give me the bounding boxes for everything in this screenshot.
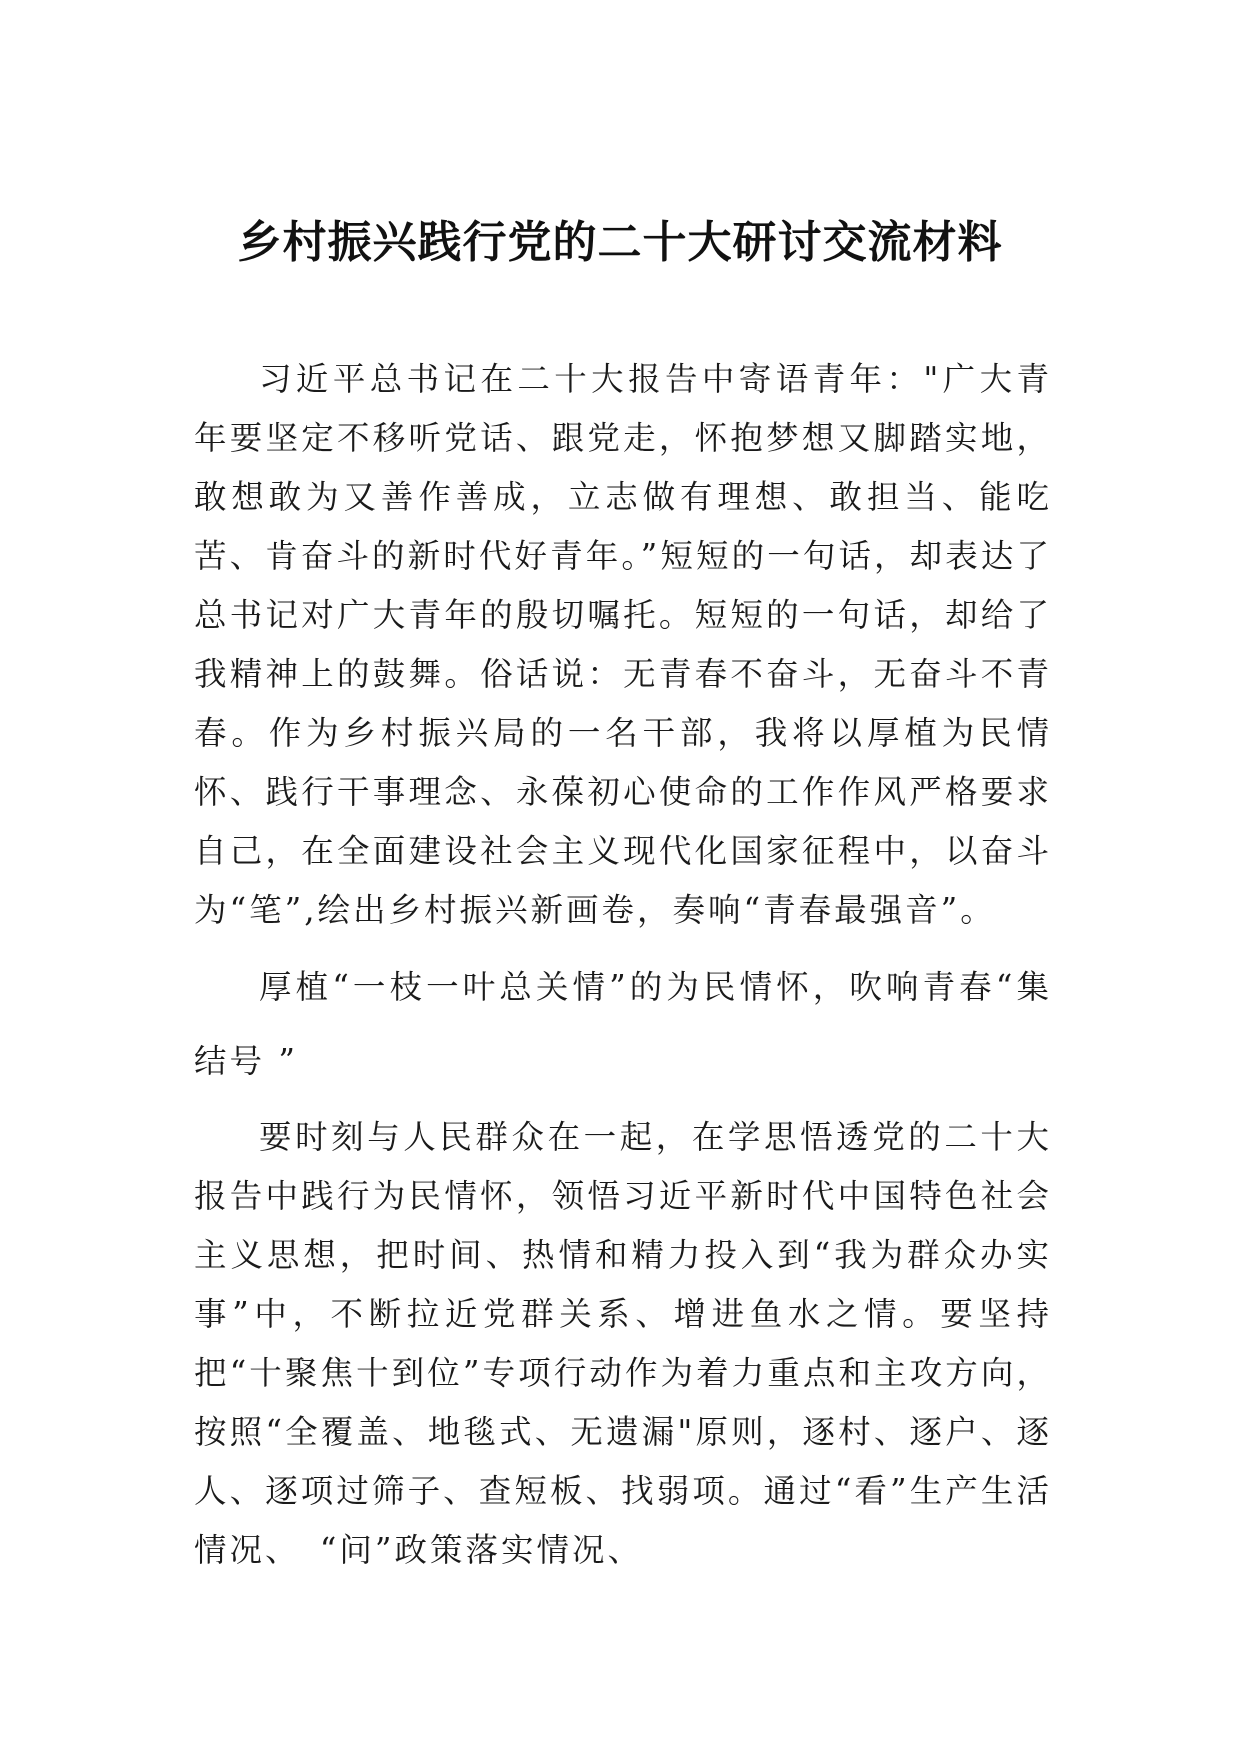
document-title: 乡村振兴践行党的二十大研讨交流材料 (237, 217, 1003, 268)
paragraph-section-body: 要时刻与人民群众在一起，在学思悟透党的二十大报告中践行为民情怀，领悟习近平新时代中国特色社会主义思想，把时间、热情和精力投入到“我为群众办实事”中，不断拉近党群关系、增进鱼水之情。要坚持把“十聚焦十到位”专项行动作为着力重点和主攻方向，按照“全覆盖、地毯式、无遗漏"原则，逐村、逐户、逐人、逐项过筛子、查短板、找弱项。通过“看”生产生活情况、 “问”政策落实情况、 (194, 1118, 1052, 1569)
document-body (194, 350, 1052, 1580)
paragraph-intro: 习近平总书记在二十大报告中寄语青年："广大青年要坚定不移听党话、跟党走，怀抱梦想又脚踏实地，敢想敢为又善作善成，立志做有理想、敢担当、能吃苦、肯奋斗的新时代好青年。”短短的一句话，却表达了总书记对广大青年的殷切嘱托。短短的一句话，却给了我精神上的鼓舞。俗话说：无青春不奋斗，无奋斗不青春。作为乡村振兴局的一名干部，我将以厚植为民情怀、践行干事理念、永葆初心使命的工作作风严格要求自己，在全面建设社会主义现代化国家征程中，以奋斗为“笔”,绘出乡村振兴新画卷，奏响“青春最强音”。 (194, 360, 1052, 929)
section-heading: 厚植“一枝一叶总关情”的为民情怀，吹响青春“集结号 ” (194, 968, 1052, 1080)
